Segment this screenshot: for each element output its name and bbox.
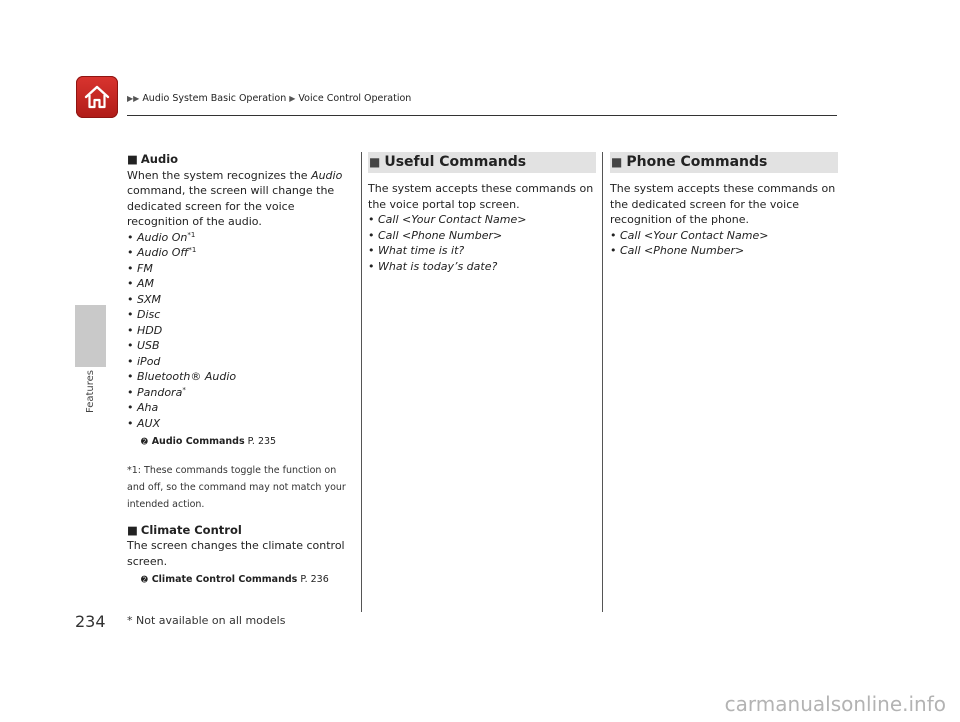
list-item: • Call <Phone Number> (368, 228, 596, 244)
list-item: • iPod (127, 354, 355, 370)
list-item: • What is today’s date? (368, 259, 596, 275)
square-bullet-icon: ■ (127, 522, 138, 537)
phone-commands-column (610, 152, 838, 259)
list-item: • Audio On$^{*1}$ (127, 230, 355, 246)
chevron-right-icon: ▶ (289, 94, 296, 103)
list-item: • USB (127, 338, 355, 354)
list-item: • Audio Off$^{*1}$ (127, 245, 355, 261)
climate-heading: ■ Climate Control (127, 522, 242, 537)
column-divider (361, 152, 362, 612)
list-item: • Call <Your Contact Name> (610, 228, 838, 244)
useful-command-list (368, 212, 596, 274)
reference-arrow-icon: ➋ (141, 437, 148, 446)
breadcrumb-current: Voice Control Operation (298, 93, 412, 104)
home-icon (83, 84, 111, 110)
list-item: • SXM (127, 292, 355, 308)
useful-commands-column (368, 152, 596, 274)
toggle-note: *1: These commands toggle the function on and off, so the command may not match your intended action. (127, 464, 346, 510)
breadcrumb (127, 93, 411, 104)
useful-commands-intro: The system accepts these commands on the voice portal top screen. (368, 182, 594, 211)
list-item: • What time is it? (368, 243, 596, 259)
header-rule (127, 115, 837, 116)
reference-arrow-icon: ➋ (141, 575, 148, 584)
list-item: • Call <Your Contact Name> (368, 212, 596, 228)
models-footnote: * Not available on all models (127, 614, 286, 627)
list-item: • AM (127, 276, 355, 292)
square-bullet-icon: ■ (611, 154, 623, 169)
chevron-right-icon: ▶▶ (127, 94, 140, 103)
list-item: • Aha (127, 400, 355, 416)
page-number: 234 (75, 612, 106, 631)
phone-commands-heading: ■ Phone Commands (610, 152, 838, 173)
climate-commands-link[interactable]: ➋ Climate Control Commands P. 236 (141, 574, 329, 585)
breadcrumb-link-audio-basic[interactable]: Audio System Basic Operation (142, 93, 287, 104)
watermark: carmanualsonline.info (724, 692, 946, 716)
square-bullet-icon: ■ (127, 152, 138, 166)
square-bullet-icon: ■ (369, 154, 381, 169)
side-tab-label: Features (85, 370, 96, 413)
phone-command-list (610, 228, 838, 259)
list-item: • HDD (127, 323, 355, 339)
list-item: • Disc (127, 307, 355, 323)
phone-commands-intro: The system accepts these commands on the dedicated screen for the voice recognition of the phone. (610, 182, 836, 226)
useful-commands-heading: ■ Useful Commands (368, 152, 596, 173)
home-button[interactable] (76, 76, 118, 118)
audio-intro: When the system recognizes the Audio command, the screen will change the dedicated screen for the voice recognition of the audio. (127, 168, 343, 228)
list-item: • AUX (127, 416, 355, 432)
audio-commands-link[interactable]: ➋ Audio Commands P. 235 (141, 436, 277, 447)
list-item: • Call <Phone Number> (610, 243, 838, 259)
audio-command-list (127, 230, 355, 432)
audio-column (127, 152, 355, 588)
list-item: • FM (127, 261, 355, 277)
list-item: • Pandora* (127, 385, 355, 401)
climate-intro: The screen changes the climate control screen. (127, 539, 345, 568)
column-divider (602, 152, 603, 612)
list-item: • Bluetooth® Audio (127, 369, 355, 385)
audio-heading: ■ Audio (127, 152, 179, 166)
